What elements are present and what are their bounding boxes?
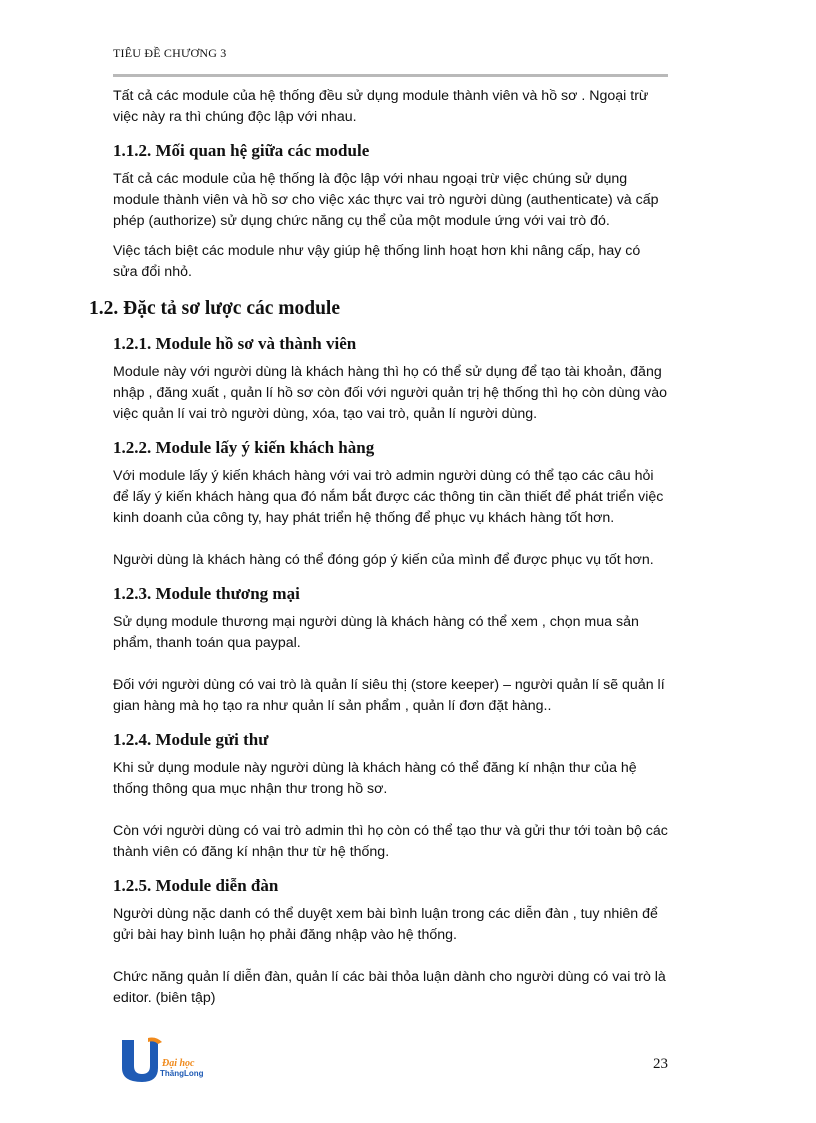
paragraph: Người dùng là khách hàng có thể đóng góp ý kiến của mình để được phục vụ tốt hơn. [113,552,654,568]
paragraph: Việc tách biệt các module như vậy giúp hệ thống linh hoạt hơn khi nâng cấp, hay có sửa đổi nhỏ. [113,243,641,280]
page-number: 23 [653,1056,668,1072]
university-logo [118,1036,228,1084]
heading-1-2-3: 1.2.3. Module thương mại [113,584,300,603]
paragraph: Với module lấy ý kiến khách hàng với vai trò admin người dùng có thể tạo các câu hỏi để lấy ý kiến khách hàng qua đó nắm bắt được các thông tin cần thiết để phát triển việc kinh doanh của công ty, hay phát triển hệ thống để phục vụ khách hàng tốt hơn. [113,468,664,526]
paragraph: Tất cả các module của hệ thống là độc lập với nhau ngoại trừ việc chúng sử dụng module thành viên và hồ sơ cho việc xác thực vai trò người dùng (authenticate) và cấp phép (authorize) sử dụng chức năng cụ thể của một module ứng với vai trò đó. [113,171,659,229]
logo-text-line2: ThăngLong [160,1069,204,1078]
heading-1-1-2: 1.1.2. Mối quan hệ giữa các module [113,141,370,160]
paragraph: Đối với người dùng có vai trò là quản lí siêu thị (store keeper) – người quản lí sẽ quản lí gian hàng mà họ tạo ra như quản lí sản phẩm , quản lí đơn đặt hàng.. [113,677,665,714]
heading-1-2-5: 1.2.5. Module diễn đàn [113,876,279,895]
logo-u-shape [122,1040,158,1082]
paragraph: Người dùng nặc danh có thể duyệt xem bài bình luận trong các diễn đàn , tuy nhiên để gửi bài hay bình luận họ phải đăng nhập vào hệ thống. [113,906,658,943]
heading-1-2-4: 1.2.4. Module gửi thư [113,730,269,749]
logo-text-line1: Đại học [162,1058,195,1069]
chapter-header: TIÊU ĐỀ CHƯƠNG 3 [113,46,227,60]
paragraph: Sử dụng module thương mại người dùng là khách hàng có thể xem , chọn mua sản phẩm, thanh toán qua paypal. [113,614,639,651]
header-rule [113,74,668,77]
paragraph: Chức năng quản lí diễn đàn, quản lí các bài thỏa luận dành cho người dùng có vai trò là editor. (biên tập) [113,969,666,1006]
paragraph: Module này với người dùng là khách hàng thì họ có thể sử dụng để tạo tài khoản, đăng nhập , đăng xuất , quản lí hồ sơ còn đối với người quản trị hệ thống thì họ còn dùng vào việc quản lí vai trò người dùng, xóa, tạo vai trò, quản lí người dùng. [113,364,668,422]
intro-paragraph: Tất cả các module của hệ thống đều sử dụng module thành viên và hồ sơ . Ngoại trừ việc này ra thì chúng độc lập với nhau. [113,88,649,125]
document-body [89,86,668,1018]
paragraph: Khi sử dụng module này người dùng là khách hàng có thể đăng kí nhận thư của hệ thống thông qua mục nhận thư trong hồ sơ. [113,760,637,797]
paragraph: Còn với người dùng có vai trò admin thì họ còn có thể tạo thư và gửi thư tới toàn bộ các thành viên có đăng kí nhận thư từ hệ thống. [113,823,668,860]
heading-1-2: 1.2. Đặc tả sơ lược các module [89,298,341,319]
heading-1-2-1: 1.2.1. Module hồ sơ và thành viên [113,334,357,353]
heading-1-2-2: 1.2.2. Module lấy ý kiến khách hàng [113,438,375,457]
